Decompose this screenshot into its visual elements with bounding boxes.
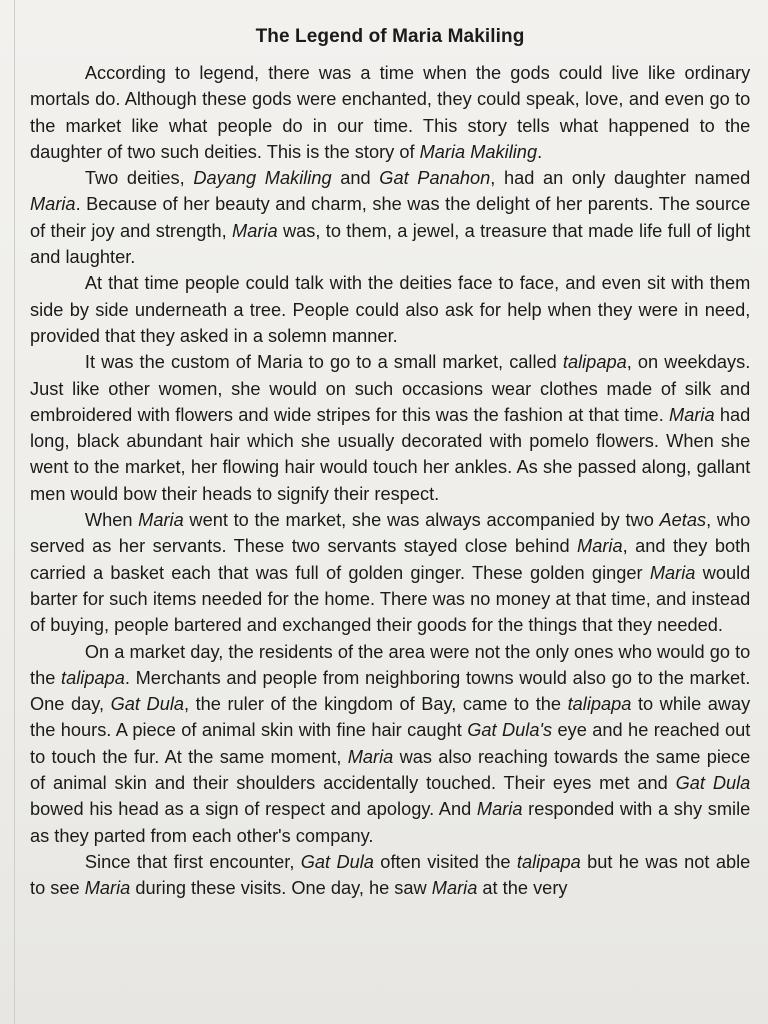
italic-run: Dayang Makiling [193, 167, 332, 189]
text-run: , on weekdays. Just like other women, she would on such occasions wear clothes made of silk and embroidered with flowers and wide stripes for this was the fashion at that time. [30, 351, 751, 425]
paragraph [30, 639, 750, 849]
text-run: , the ruler of the kingdom of Bay, came to the [184, 693, 568, 715]
text-run: It was the custom of Maria to go to a small market, called [84, 351, 563, 373]
italic-run: Gat Panahon [379, 167, 491, 189]
text-run: , and they both carried a basket each that was full of golden ginger. These golden ginger [30, 535, 751, 583]
text-run: was, to them, a jewel, a treasure that made life full of light and laughter. [30, 219, 751, 268]
text-run: . Because of her beauty and charm, she was the delight of her parents. The source of their joy and strength, [30, 193, 751, 241]
italic-run: Aetas [659, 509, 707, 531]
document-title: The Legend of Maria Makiling [255, 26, 525, 47]
italic-run: Maria [84, 877, 131, 899]
text-run: but he was not able to see [30, 850, 751, 899]
text-run: at the very [477, 877, 568, 899]
italic-run: Maria [577, 535, 623, 557]
text-run: went to the market, she was always accompanied by two [183, 509, 660, 531]
italic-run: Maria [347, 745, 394, 767]
text-run: At that time people could talk with the deities face to face, and even sit with them side by side underneath a tree. People could also ask for help when they were in need, provided that they asked in a solemn manner. [30, 272, 751, 346]
italic-run: Maria [476, 798, 523, 820]
text-run: . [537, 140, 543, 162]
text-run: , who served as her servants. These two servants stayed close behind [30, 509, 751, 557]
paragraph [30, 165, 750, 270]
italic-run: Maria Makiling [419, 140, 538, 162]
text-run: According to legend, there was a time when the gods could live like ordinary mortals do. Although these gods were enchanted, they could speak, love, and even go to the market like what people do in our time. This story tells what happened to the daughter of two such deities. This is the story of [30, 62, 751, 162]
italic-run: talipapa [61, 666, 125, 688]
text-run: often visited the [373, 850, 517, 872]
text-run: and [331, 167, 380, 189]
italic-run: Gat Dula [675, 772, 751, 794]
text-run: eye and he reached out to touch the fur. At the same moment, [30, 719, 751, 767]
italic-run: Maria [431, 877, 478, 899]
document-body [30, 60, 750, 902]
italic-run: talipapa [562, 351, 627, 373]
italic-run: Maria [669, 403, 715, 425]
italic-run: talipapa [567, 693, 632, 715]
text-run: bowed his head as a sign of respect and apology. And [30, 798, 477, 820]
text-run: . Merchants and people from neighboring towns would also go to the market. One day, [30, 666, 751, 715]
page-edge [14, 0, 15, 1024]
italic-run: Maria [30, 193, 76, 215]
text-run: On a market day, the residents of the area were not the only ones who would go to the [30, 640, 751, 688]
text-run: Two deities, [84, 167, 194, 189]
text-run: Since that first encounter, [84, 850, 301, 872]
paragraph [30, 270, 750, 349]
italic-run: Maria [232, 219, 278, 241]
italic-run: Gat Dula's [467, 719, 553, 741]
text-run: responded with a shy smile as they parted from each other's company. [30, 798, 751, 846]
italic-run: Gat Dula [300, 850, 374, 872]
italic-run: Gat Dula [110, 693, 185, 715]
text-run: during these visits. One day, he saw [130, 877, 432, 899]
text-run: to while away the hours. A piece of animal skin with fine hair caught [30, 693, 751, 741]
text-run: had long, black abundant hair which she usually decorated with pomelo flowers. When she went to the market, her flowing hair would touch her ankles. As she passed along, gallant men would bow their heads to signify their respect. [30, 403, 751, 504]
text-run: When [84, 509, 139, 531]
paragraph [30, 849, 750, 902]
text-run: , had an only daughter named [490, 167, 751, 189]
text-run: was also reaching towards the same piece of animal skin and their shoulders accidentally touched. Their eyes met and [30, 745, 751, 794]
paragraph [30, 349, 750, 507]
italic-run: Maria [649, 561, 696, 583]
paragraph [30, 507, 750, 638]
text-run: would barter for such items needed for the home. There was no money at that time, and instead of buying, people bartered and exchanged their goods for the things that they needed. [30, 561, 751, 636]
paragraph [30, 60, 750, 165]
italic-run: Maria [138, 509, 184, 531]
italic-run: talipapa [516, 850, 581, 872]
